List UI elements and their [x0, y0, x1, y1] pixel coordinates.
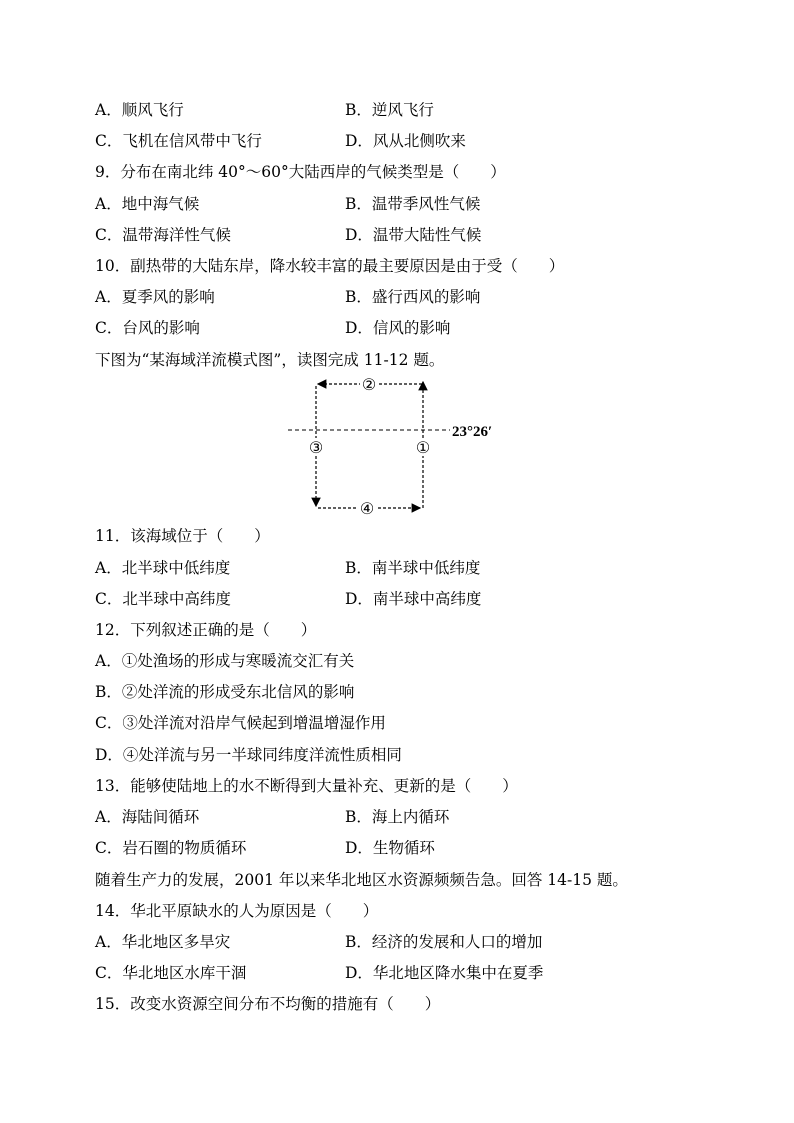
q11-option-a: A．北半球中低纬度	[95, 559, 231, 577]
marker-3: ③	[308, 440, 324, 457]
latitude-label: 23°26′	[452, 424, 493, 440]
q9-option-a: A．地中海气候	[95, 195, 200, 213]
marker-1: ①	[415, 440, 431, 457]
q14-option-d: D．华北地区降水集中在夏季	[345, 964, 544, 982]
marker-2: ②	[361, 377, 377, 394]
q8-option-b: B．逆风飞行	[345, 101, 434, 119]
q14-option-a: A．华北地区多旱灾	[95, 933, 231, 951]
q15-stem: 15．改变水资源空间分布不均衡的措施有（ ）	[95, 995, 441, 1013]
q9-stem: 9．分布在南北纬 40°～60°大陆西岸的气候类型是（ ）	[95, 163, 506, 181]
q8-option-a: A．顺风飞行	[95, 101, 184, 119]
q14-option-c: C．华北地区水库干涸	[95, 964, 247, 982]
q9-option-d: D．温带大陆性气候	[345, 226, 482, 244]
q11-option-b: B．南半球中低纬度	[345, 559, 481, 577]
q11-stem: 11．该海域位于（ ）	[95, 527, 270, 545]
q8-option-d: D．风从北侧吹来	[345, 132, 466, 150]
q14-option-b: B．经济的发展和人口的增加	[345, 933, 543, 951]
q12-option-a: A．①处渔场的形成与寒暖流交汇有关	[95, 652, 355, 670]
q13-stem: 13．能够使陆地上的水不断得到大量补充、更新的是（ ）	[95, 777, 518, 795]
q14-stem: 14．华北平原缺水的人为原因是（ ）	[95, 902, 379, 920]
intro-11-12: 下图为“某海域洋流模式图”，读图完成 11-12 题。	[95, 351, 445, 369]
q10-stem: 10．副热带的大陆东岸，降水较丰富的最主要原因是由于受（ ）	[95, 257, 565, 275]
q8-option-c: C．飞机在信风带中飞行	[95, 132, 262, 150]
q11-option-d: D．南半球中高纬度	[345, 590, 482, 608]
q12-stem: 12．下列叙述正确的是（ ）	[95, 621, 317, 639]
q10-option-c: C．台风的影响	[95, 319, 200, 337]
q12-option-d: D．④处洋流与另一半球同纬度洋流性质相同	[95, 746, 402, 764]
q13-option-b: B．海上内循环	[345, 808, 450, 826]
q12-option-b: B．②处洋流的形成受东北信风的影响	[95, 683, 355, 701]
q13-option-c: C．岩石圈的物质循环	[95, 839, 247, 857]
ocean-current-diagram	[280, 372, 520, 520]
q9-option-c: C．温带海洋性气候	[95, 226, 231, 244]
q10-option-a: A．夏季风的影响	[95, 288, 215, 306]
marker-4: ④	[359, 501, 375, 518]
intro-14-15: 随着生产力的发展，2001 年以来华北地区水资源频频告急。回答 14-15 题。	[95, 871, 628, 889]
q12-option-c: C．③处洋流对沿岸气候起到增温增湿作用	[95, 714, 386, 732]
q13-option-d: D．生物循环	[345, 839, 435, 857]
q11-option-c: C．北半球中高纬度	[95, 590, 231, 608]
q9-option-b: B．温带季风性气候	[345, 195, 481, 213]
q10-option-b: B．盛行西风的影响	[345, 288, 481, 306]
q13-option-a: A．海陆间循环	[95, 808, 200, 826]
q10-option-d: D．信风的影响	[345, 319, 451, 337]
